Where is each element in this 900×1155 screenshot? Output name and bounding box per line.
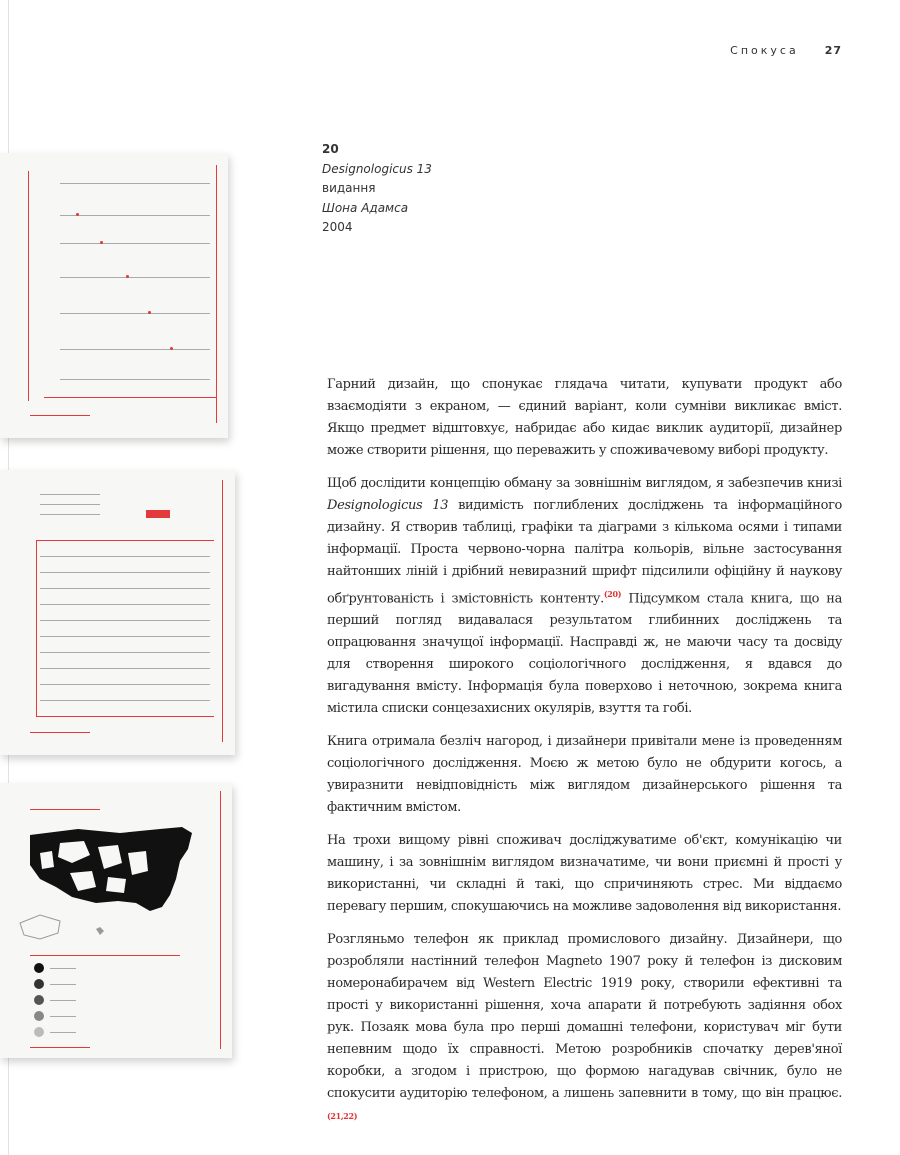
footnote-ref-21-22[interactable]: (21,22): [327, 1111, 358, 1122]
figure-number: 20: [322, 142, 339, 156]
body-text: [327, 374, 842, 1144]
paragraph-4: На трохи вищому рівні споживач досліджуватиме об'єкт, комунікацію чи машину, і за зовнішнім виглядом визначатиме, чи вони приємні й прості у використанні, чи складні й такі, що спричиняють стрес. Ми віддаємо перевагу першим, спокушаючись на можливе задоволення від використання.: [327, 833, 842, 915]
caption-year: 2004: [322, 220, 353, 234]
figure-caption: [322, 140, 432, 238]
caption-title: Designologicus 13: [322, 161, 432, 176]
paragraph-3: Книга отримала безліч нагород, і дизайнери привітали мене із проведенням соціологічного дослідження. Моєю ж метою було не обдурити когось, а увиразнити невідповідність між виглядом дизайнерського рішення та фактичним вмістом.: [327, 734, 842, 816]
paragraph-5: [327, 929, 842, 1132]
paragraph-1: Гарний дизайн, що спонукає глядача читати, купувати продукт або взаємодіяти з екраном, — єдиний варіант, коли сумніви викликає вміст. Якщо предмет відштовхує, набридає або кидає виклик аудиторії, дизайнер може створити рішення, що переважить у споживачевому виборі продукту.: [327, 377, 842, 458]
running-header: [730, 44, 842, 57]
paragraph-2-part-a: Щоб дослідити концепцію обману за зовнішнім виглядом, я забезпечив книзі: [327, 476, 842, 491]
book-title-inline: Designologicus 13: [327, 498, 449, 513]
paragraph-2-part-c: Підсумком стала книга, що на перший погляд видавалася результатом глибинних досліджень та опрацювання значущої інформації. Насправді ж, не маючи часу та досвіду для створення широкого соціологічного дослідження, я вдався до вигадування вмісту. Інформація була поверхово і неточною, зокрема книга містила списки сонцезахисних окулярів, взуття та гобі.: [327, 591, 843, 717]
paragraph-5-text: Розгляньмо телефон як приклад промислового дизайну. Дизайнери, що розробляли настінний телефон Magneto 1907 року й телефон із дисковим номеронабирачем від Western Electric 1919 року, створили ефективні та прості у використанні рішення, хоча апарати й потребують задіяння обох рук. Позаяк мова була про перші домашні телефони, користувач міг бути непевним щодо їх справності. Метою розробників спочатку дерев'яної коробки, а згодом і пристрою, що формою нагадував свічник, було не спокусити аудиторію телефоном, а лишень запевнити в тому, що він працює.: [327, 932, 842, 1102]
paragraph-2-part-b: видимість поглиблених досліджень та інформаційного дизайну. Я створив таблиці, графіки та діаграми з кількома осями і типами інформації. Проста червоно-чорна палітра кольорів, вільне застосування найтонших ліній і дрібний невиразний шрифт підсилили офіційну й наукову обґрунтованість і змістовність контенту.: [327, 498, 843, 607]
page-number: 27: [824, 44, 842, 57]
book-photo-table: [0, 470, 235, 755]
book-photo-map: [0, 783, 232, 1058]
caption-author: Шона Адамса: [322, 200, 409, 215]
book-photo-timeline: [0, 153, 228, 438]
footnote-ref-20[interactable]: (20): [603, 589, 622, 599]
paragraph-2: [327, 473, 842, 720]
section-title: Спокуса: [730, 44, 799, 57]
caption-line2: видання: [322, 181, 376, 195]
